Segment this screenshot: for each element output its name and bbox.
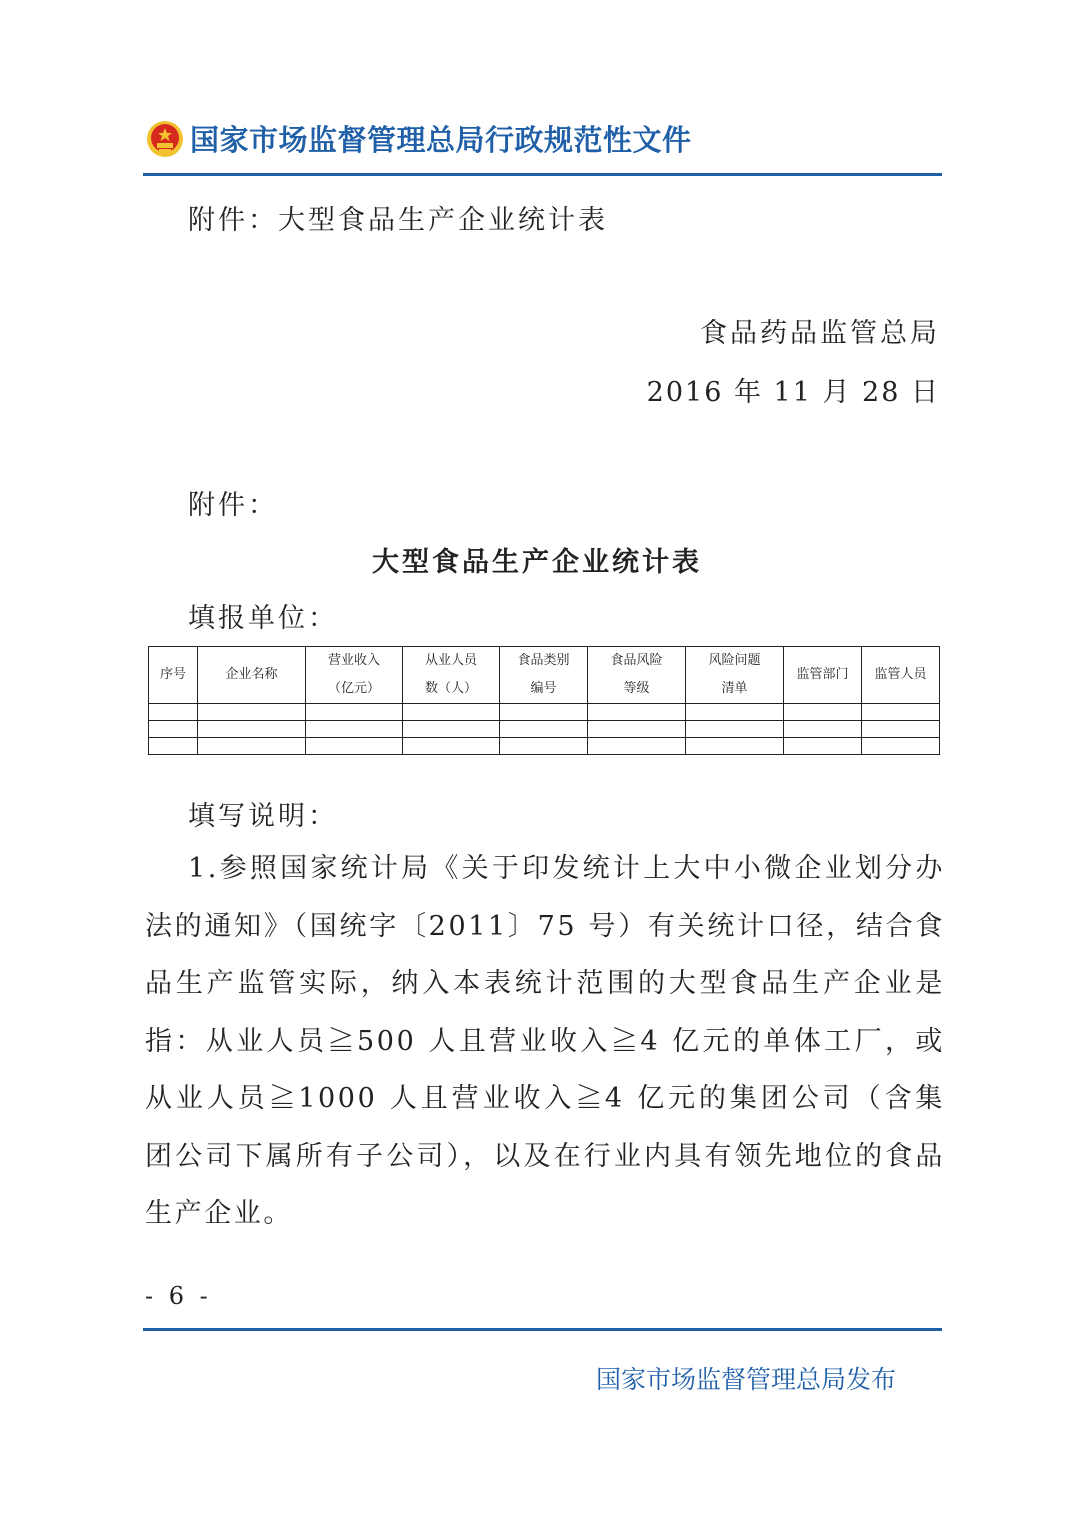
- table-cell: [686, 738, 784, 755]
- table-cell: [500, 704, 588, 721]
- table-row: [149, 738, 940, 755]
- table-cell: [784, 721, 862, 738]
- table-cell: [198, 721, 306, 738]
- statistics-table: [148, 646, 940, 755]
- table-cell: [588, 721, 686, 738]
- header-food-category: 食品类别 编号: [500, 647, 588, 704]
- table-cell: [149, 721, 198, 738]
- table-header-row: [149, 647, 940, 704]
- table-cell: [588, 738, 686, 755]
- table-cell: [500, 721, 588, 738]
- note-paragraph-1: 1.参照国家统计局《关于印发统计上大中小微企业划分办法的通知》（国统字〔2011〕75 号）有关统计口径，结合食品生产监管实际，纳入本表统计范围的大型食品生产企业是指：从业人员≧500 人且营业收入≧4 亿元的单体工厂，或从业人员≧1000 人且营业收入≧4 亿元的集团公司（含集团公司下属所有子公司），以及在行业内具有领先地位的食品生产企业。: [145, 853, 945, 1229]
- table-cell: [588, 704, 686, 721]
- table-cell: [403, 704, 500, 721]
- header-company-name: 企业名称: [198, 647, 306, 704]
- table-cell: [149, 704, 198, 721]
- table-cell: [403, 721, 500, 738]
- table-cell: [306, 704, 403, 721]
- table-title: 大型食品生产企业统计表: [372, 547, 702, 578]
- table-row: [149, 721, 940, 738]
- table-cell: [862, 704, 940, 721]
- table-cell: [862, 721, 940, 738]
- table-row: [149, 704, 940, 721]
- issue-date: 2016 年 11 月 28 日: [646, 377, 940, 408]
- page-number: - 6 -: [145, 1282, 212, 1310]
- header-seq: 序号: [149, 647, 198, 704]
- table-cell: [500, 738, 588, 755]
- header-supervising-dept: 监管部门: [784, 647, 862, 704]
- notes-heading: 填写说明：: [188, 801, 338, 832]
- header-risk-level: 食品风险 等级: [588, 647, 686, 704]
- document-series-title: 国家市场监督管理总局行政规范性文件: [190, 123, 692, 157]
- header-employees: 从业人员 数（人）: [403, 647, 500, 704]
- table-cell: [198, 738, 306, 755]
- national-emblem-icon: [146, 120, 184, 158]
- publisher-footer: 国家市场监督管理总局发布: [596, 1365, 897, 1394]
- table-cell: [306, 721, 403, 738]
- fill-unit-label: 填报单位：: [188, 603, 338, 634]
- table-cell: [686, 721, 784, 738]
- header-revenue: 营业收入 （亿元）: [306, 647, 403, 704]
- table-cell: [306, 738, 403, 755]
- header-rule: [143, 173, 942, 176]
- table-cell: [198, 704, 306, 721]
- issuer: 食品药品监管总局: [700, 318, 940, 349]
- table-cell: [149, 738, 198, 755]
- table-cell: [403, 738, 500, 755]
- table-cell: [862, 738, 940, 755]
- footer-rule: [143, 1328, 942, 1331]
- header-supervisor: 监管人员: [862, 647, 940, 704]
- table-cell: [784, 704, 862, 721]
- header-risk-issues: 风险问题 清单: [686, 647, 784, 704]
- table-cell: [686, 704, 784, 721]
- attachment-label: 附件：: [188, 490, 278, 521]
- table-cell: [784, 738, 862, 755]
- attachment-line: 附件：大型食品生产企业统计表: [188, 205, 608, 236]
